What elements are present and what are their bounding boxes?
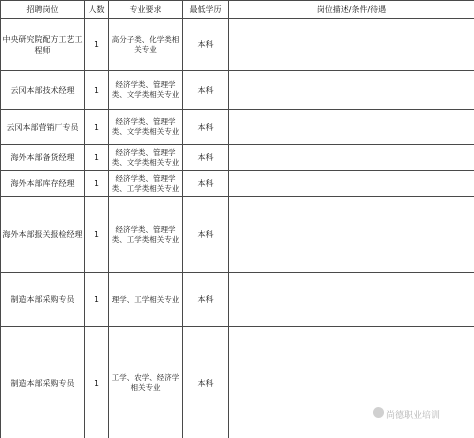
row-description-text <box>230 157 473 158</box>
row-count: 1 <box>85 171 109 197</box>
row-education: 本科 <box>183 145 229 171</box>
row-education: 本科 <box>183 171 229 197</box>
row-major: 经济学类、管理学类、文学类相关专业 <box>109 71 183 110</box>
row-position: 云冈本部技术经理 <box>1 71 85 110</box>
header-count: 人数 <box>85 1 109 19</box>
table-row <box>1 19 474 71</box>
row-position: 海外本部备货经理 <box>1 145 85 171</box>
row-description <box>229 71 474 110</box>
row-description-text <box>230 299 473 300</box>
row-education: 本科 <box>183 71 229 110</box>
row-major: 经济学类、管理学类、文学类相关专业 <box>109 145 183 171</box>
row-major: 经济学类、管理学类、工学类相关专业 <box>109 171 183 197</box>
header-position: 招聘岗位 <box>1 1 85 19</box>
row-description <box>229 19 474 71</box>
table-header-row <box>1 1 474 19</box>
header-description: 岗位描述/条件/待遇 <box>229 1 474 19</box>
row-description-text <box>230 234 473 235</box>
row-count: 1 <box>85 110 109 145</box>
row-description <box>229 197 474 273</box>
row-education: 本科 <box>183 110 229 145</box>
watermark-text: 尚德职业培训 <box>385 411 440 421</box>
row-education: 本科 <box>183 273 229 327</box>
row-description <box>229 145 474 171</box>
row-education: 本科 <box>183 197 229 273</box>
row-position: 中央研究院配方工艺工程师 <box>1 19 85 71</box>
row-major: 理学、工学相关专业 <box>109 273 183 327</box>
row-count: 1 <box>85 145 109 171</box>
row-count: 1 <box>85 19 109 71</box>
row-count: 1 <box>85 71 109 110</box>
row-description-text <box>230 127 473 128</box>
table-row <box>1 171 474 197</box>
row-major: 工学、农学、经济学相关专业 <box>109 327 183 438</box>
row-position: 云冈本部营销厂专员 <box>1 110 85 145</box>
row-education: 本科 <box>183 19 229 71</box>
row-major: 高分子类、化学类相关专业 <box>109 19 183 71</box>
row-description-text <box>230 383 473 384</box>
row-position: 制造本部采购专员 <box>1 273 85 327</box>
row-major: 经济学类、管理学类、工学类相关专业 <box>109 197 183 273</box>
table-row <box>1 145 474 171</box>
row-description-text <box>230 90 473 91</box>
row-position: 海外本部报关报检经理 <box>1 197 85 273</box>
row-description-text <box>230 183 473 184</box>
row-count: 1 <box>85 197 109 273</box>
row-education: 本科 <box>183 327 229 438</box>
row-count: 1 <box>85 327 109 438</box>
table-row <box>1 197 474 273</box>
row-count: 1 <box>85 273 109 327</box>
row-position: 制造本部采购专员 <box>1 327 85 438</box>
header-major: 专业要求 <box>109 1 183 19</box>
table-row <box>1 71 474 110</box>
row-description <box>229 273 474 327</box>
row-description <box>229 110 474 145</box>
row-position: 海外本部库存经理 <box>1 171 85 197</box>
table-row <box>1 273 474 327</box>
row-description <box>229 171 474 197</box>
table-row <box>1 110 474 145</box>
row-major: 经济学类、管理学类、文学类相关专业 <box>109 110 183 145</box>
wechat-logo-icon <box>373 407 384 418</box>
table-row <box>1 327 474 438</box>
row-description <box>229 327 474 438</box>
header-education: 最低学历 <box>183 1 229 19</box>
row-description-text <box>230 44 473 45</box>
